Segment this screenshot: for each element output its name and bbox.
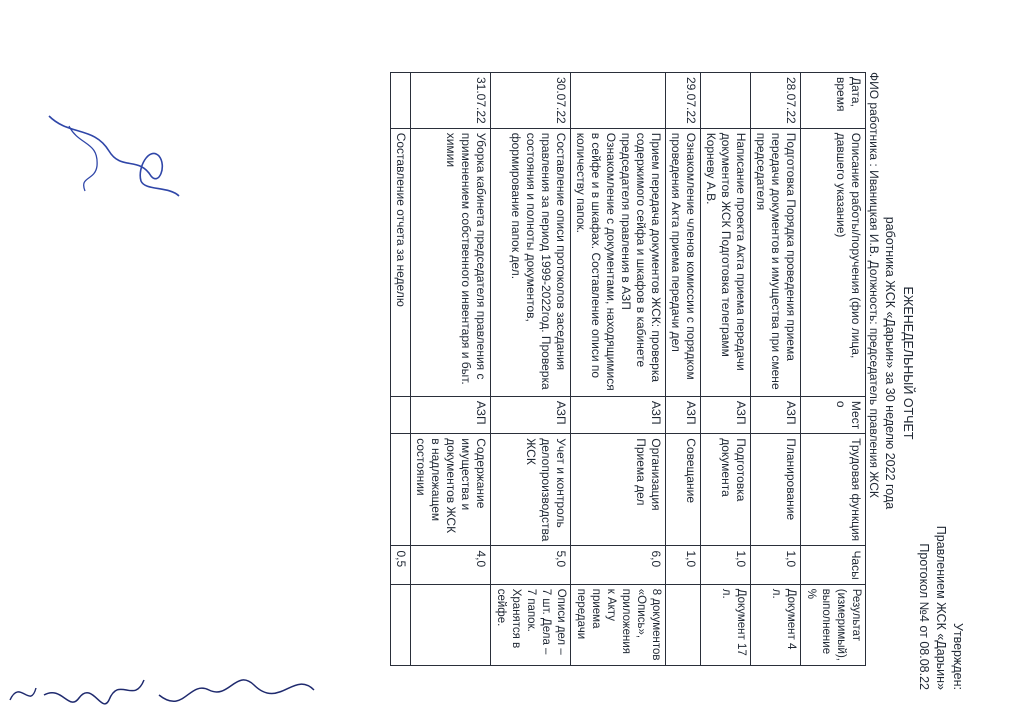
header-description: Описание работы/поручения (фио лица, давшего указание) <box>801 128 866 396</box>
cell-place: АЗП <box>571 396 666 433</box>
cell-result <box>666 584 701 665</box>
cell-place: АЗП <box>751 396 801 433</box>
cell-hours: 6,0 <box>571 546 666 584</box>
cell-function: Организация Приема дел <box>571 434 666 546</box>
header-place: Мест о <box>801 396 866 433</box>
table-row <box>701 73 751 666</box>
cell-function <box>391 434 411 546</box>
cell-place: АЗП <box>666 396 701 433</box>
cell-hours: 1,0 <box>701 546 751 584</box>
cell-result: Документ 17 л. <box>701 584 751 665</box>
report-subtitle: работника ЖСК «Дарьин» за 30 неделю 2022 года <box>883 216 897 510</box>
cell-description: Подготовка Порядка проведения приема передачи документов и имущества при смене председателя <box>751 128 801 396</box>
table-row <box>751 73 801 666</box>
cell-description: Составление отчета за неделю <box>391 128 411 396</box>
cell-date: 30.07.22 <box>491 73 571 129</box>
header-result: Результат (измеримый), выполнение % <box>801 584 866 665</box>
cell-hours: 1,0 <box>751 546 801 584</box>
approval-line-1: Утвержден: <box>951 622 965 690</box>
cell-hours: 0,5 <box>391 546 411 584</box>
cell-function: Содержание имущества и документов ЖСК в надлежащем состоянии <box>411 434 491 546</box>
cell-description: Составление описи протоколов заседания правления за период 1999-2022год. Проверка состояния и полноты документов, формирование папок дел. <box>491 128 571 396</box>
cell-result: 8 документов «Опись», приложения к Акту приема передачи <box>571 584 666 665</box>
table-row <box>391 73 411 666</box>
approval-stamp <box>915 526 966 690</box>
cell-place <box>391 396 411 433</box>
cell-date <box>391 73 411 129</box>
table-row <box>411 73 491 666</box>
cell-function: Подготовка документа <box>701 434 751 546</box>
cell-date: 31.07.22 <box>411 73 491 129</box>
cell-date: 28.07.22 <box>751 73 801 129</box>
cell-description: Ознакомление членов комиссии с порядком проведения Акта приема передачи дел <box>666 128 701 396</box>
cell-hours: 4,0 <box>411 546 491 584</box>
cell-place: АЗП <box>491 396 571 433</box>
table-row <box>666 73 701 666</box>
header-date: Дата, время <box>801 73 866 129</box>
cell-date <box>701 73 751 129</box>
cell-result <box>411 584 491 665</box>
cell-description: Написание проекта Акта приема передачи документов ЖСК Подготовка телеграмм Корневу А.В. <box>701 128 751 396</box>
table-header-row <box>801 73 866 666</box>
cell-place: АЗП <box>701 396 751 433</box>
header-function: Трудовая функция <box>801 434 866 546</box>
cell-function: Учет и контроль делопроизводства ЖСК <box>491 434 571 546</box>
cell-description: Прием передача документов ЖСК: проверка содержимого сейфа и шкафов в кабинете председателя правления в АЗП Ознакомление с документами, находящимися в сейфе и в шкафах. Составление описи по количеству папок. <box>571 128 666 396</box>
cell-result <box>391 584 411 665</box>
cell-hours: 5,0 <box>491 546 571 584</box>
report-title: ЕЖЕНЕДЕЛЬНЫЙ ОТЧЕТ <box>901 286 915 440</box>
approval-line-3: Протокол №4 от 08.08.22 <box>917 543 931 690</box>
cell-function: Планирование <box>751 434 801 546</box>
table-row <box>491 73 571 666</box>
cell-description: Уборка кабинета председателя правления с применением собственного инвентаря и быт. химии <box>411 128 491 396</box>
header-hours: Часы <box>801 546 866 584</box>
cell-date <box>571 73 666 129</box>
cell-date: 29.07.22 <box>666 73 701 129</box>
employee-line: ФИО работника : Иваницкая И.В. Должность: председатель правления ЖСК <box>867 72 881 498</box>
cell-hours: 1,0 <box>666 546 701 584</box>
cell-place: АЗП <box>411 396 491 433</box>
table-row <box>571 73 666 666</box>
signature-graphic <box>4 660 324 726</box>
signature-graphic <box>39 96 189 206</box>
cell-result: Описи дел – 7 шт. Дела – 7 папок. Хранятся в сейфе. <box>491 584 571 665</box>
cell-function: Совещание <box>666 434 701 546</box>
report-table <box>390 72 866 666</box>
approval-line-2: Правлением ЖСК «Дарьин» <box>934 525 948 690</box>
cell-result: Документ 4 л. <box>751 584 801 665</box>
